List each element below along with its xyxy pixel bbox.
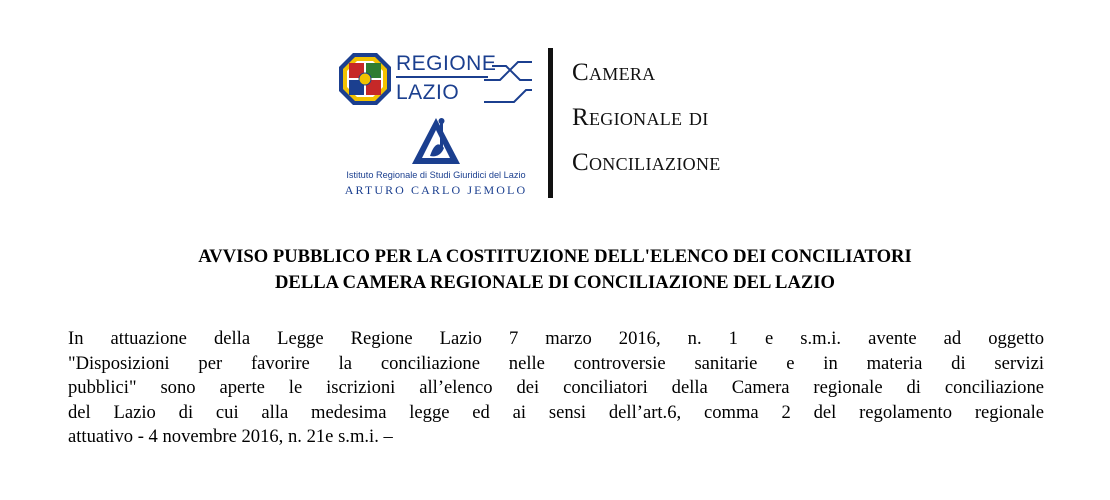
camera-line-1: Camera: [572, 59, 656, 86]
body-line-1: In attuazione della Legge Regione Lazio 7 marzo 2016, n. 1 e s.m.i. avente ad oggetto: [68, 328, 1044, 349]
jemolo-name-label: ARTURO CARLO JEMOLO: [344, 183, 528, 197]
notice-heading: [60, 244, 1050, 296]
header-logos: [334, 44, 814, 204]
body-paragraph: [68, 327, 1044, 450]
heading-line-2: DELLA CAMERA REGIONALE DI CONCILIAZIONE DEL LAZIO: [275, 272, 835, 293]
jemolo-institute-label: Istituto Regionale di Studi Giuridici del Lazio: [346, 170, 526, 180]
body-line-2: "Disposizioni per favorire la conciliazione nelle controversie sanitarie e in materia di servizi: [68, 352, 1044, 374]
body-line-5: attuativo - 4 novembre 2016, n. 21e s.m.i. –: [68, 426, 393, 447]
lazio-label: LAZIO: [396, 81, 460, 104]
body-line-4: del Lazio di cui alla medesima legge ed ai sensi dell’art.6, comma 2 del regolamento regionale: [68, 401, 1044, 423]
logo-divider: [548, 48, 553, 198]
regione-lazio-wordmark: [396, 52, 496, 104]
camera-line-3: Conciliazione: [572, 149, 721, 176]
regione-lazio-arrows-icon: [484, 53, 534, 103]
camera-line-2: Regionale di: [572, 104, 709, 131]
regione-label: REGIONE: [396, 52, 488, 78]
jemolo-institute-emblem: [410, 116, 462, 168]
heading-line-1: AVVISO PUBBLICO PER LA COSTITUZIONE DELL'ELENCO DEI CONCILIATORI: [198, 246, 912, 267]
body-line-3: pubblici" sono aperte le iscrizioni all’elenco dei conciliatori della Camera regionale di conciliazione: [68, 377, 1044, 398]
regione-lazio-emblem: [338, 52, 392, 106]
camera-regionale-wordmark: [572, 50, 822, 185]
